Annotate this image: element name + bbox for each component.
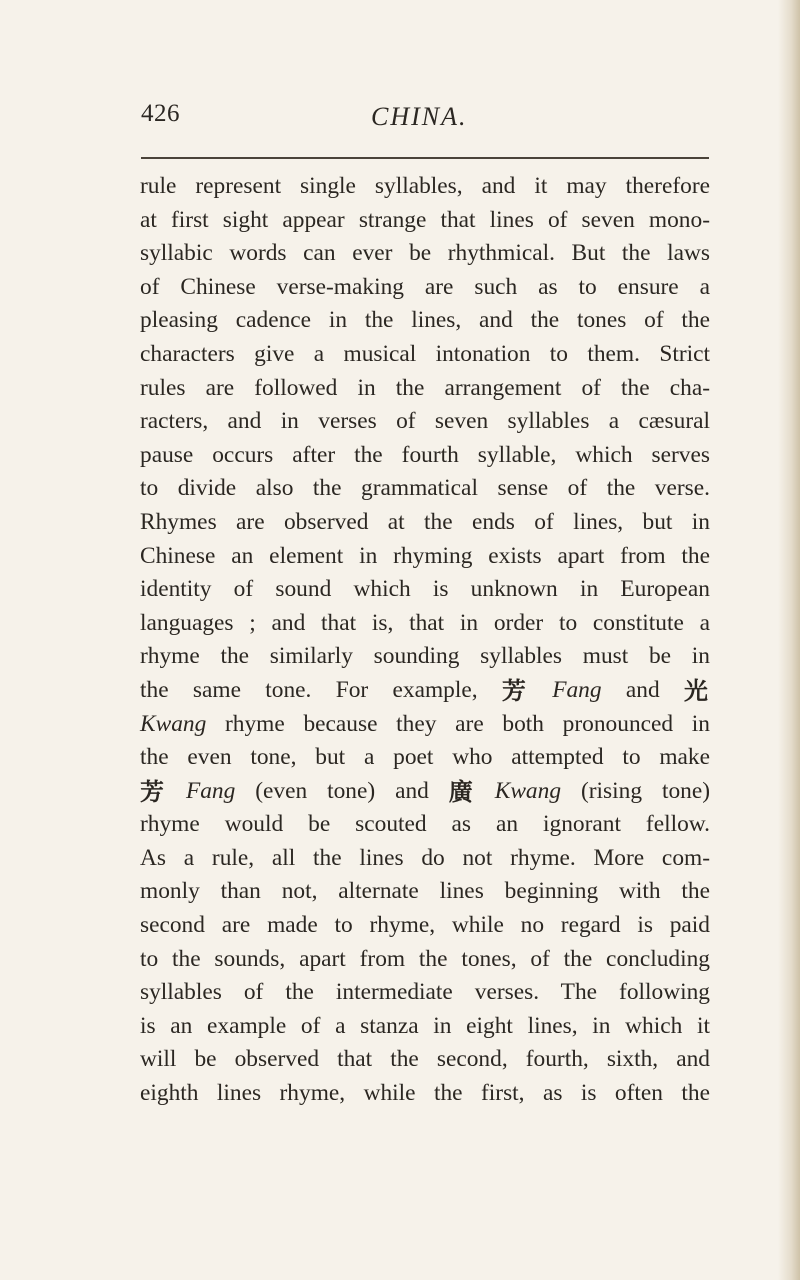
header-rule [141,157,709,159]
text-line: 芳 Fang (even tone) and 廣 Kwang (rising tone) [140,777,711,806]
running-head [141,100,709,140]
text-line: As a rule, all the lines do not rhyme. More com- [140,844,710,871]
romanization-fang: Fang [552,676,602,703]
chinese-character-fang: 芳 [140,777,164,806]
text-line: rhyme the similarly sounding syllables must be in [140,643,710,670]
page-edge-shadow [778,0,800,1280]
text-line: second are made to rhyme, while no regard is paid [140,912,710,939]
text-line: Rhymes are observed at the ends of lines, but in [140,508,710,535]
body-text [140,170,710,1111]
romanization-fang: Fang [185,777,236,804]
text-line: syllables of the intermediate verses. The following [140,979,710,1006]
text-line: pleasing cadence in the lines, and the tones of the [140,307,710,334]
text-line: rules are followed in the arrangement of the cha- [140,374,710,401]
text-line: characters give a musical intonation to them. Strict [140,340,710,367]
text-line: languages ; and that is, that in order to constitute a [140,609,710,636]
text-line: of Chinese verse-making are such as to ensure a [140,273,710,300]
text-line: rule represent single syllables, and it may therefore [140,173,710,199]
text-line: the same tone. For example, 芳 Fang and 光 [140,676,708,705]
page-number: 426 [141,100,180,127]
text-line: Kwang rhyme because they are both pronounced in [140,710,710,737]
text-line: will be observed that the second, fourth, sixth, and [140,1046,710,1073]
text-line: the even tone, but a poet who attempted to make [140,744,710,771]
text-line: racters, and in verses of seven syllables a cæsural [140,408,710,435]
text-line: pause occurs after the fourth syllable, which serves [140,441,710,468]
romanization-kwang: Kwang [140,710,207,737]
text-line: rhyme would be scouted as an ignorant fellow. [140,811,710,838]
romanization-kwang: Kwang [494,777,562,804]
text-line: to divide also the grammatical sense of the verse. [140,475,710,502]
text-line: monly than not, alternate lines beginning with the [140,878,710,905]
running-title: CHINA. [371,102,468,131]
text-line: to the sounds, apart from the tones, of the concluding [140,945,710,972]
text-line: is an example of a stanza in eight lines, in which it [140,1012,710,1039]
chinese-character-kwang: 光 [683,676,708,705]
text-line: at first sight appear strange that lines of seven mono- [140,206,710,233]
text-line: syllabic words can ever be rhythmical. But the laws [140,240,710,267]
text-line: Chinese an element in rhyming exists apart from the [140,542,710,569]
chinese-character-kwang-rising: 廣 [448,777,473,806]
text-line: identity of sound which is unknown in European [140,576,710,603]
chinese-character-fang: 芳 [501,676,526,705]
text-line: eighth lines rhyme, while the first, as is often the [140,1080,710,1107]
